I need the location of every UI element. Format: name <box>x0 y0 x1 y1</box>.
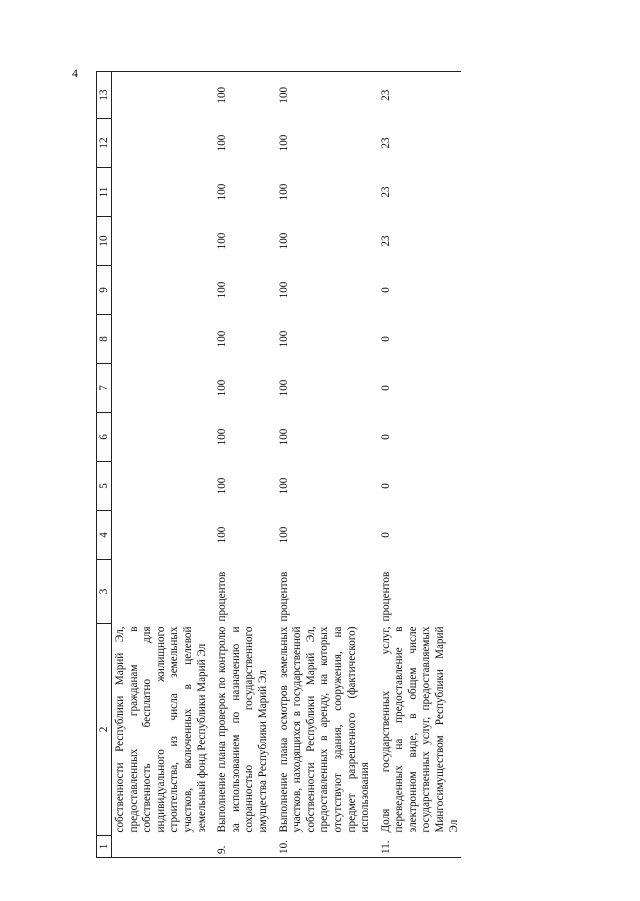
unit: процентов <box>277 571 290 622</box>
value: 100 <box>277 281 290 299</box>
indicators-table <box>96 71 461 858</box>
header-cell: 6 <box>97 413 112 462</box>
indicator-name: Доля государственных услуг, переведенных на предоставление в электронном виде, в общем числе государственных услуг, предоставляемых Мингосимуществом Республики Марий Эл <box>379 626 460 833</box>
value <box>112 266 210 315</box>
value: 0 <box>379 532 392 538</box>
value <box>112 72 210 119</box>
value: 100 <box>216 232 229 250</box>
value: 100 <box>277 428 290 446</box>
value: 0 <box>379 385 392 391</box>
value <box>112 364 210 413</box>
value <box>112 119 210 168</box>
header-cell: 4 <box>97 511 112 560</box>
value: 100 <box>216 379 229 397</box>
header-cell: 12 <box>97 119 112 168</box>
unit: процентов <box>216 571 229 622</box>
header-cell: 13 <box>97 72 112 119</box>
table-row <box>112 72 210 858</box>
value: 100 <box>216 281 229 299</box>
value <box>112 511 210 560</box>
indicator-name: Выполнение плана осмотров земельных участков, находящихся в государственной собственности Республики Марий Эл, предоставленных в аренду, на которых отсутствуют здания, сооружения, на предмет разрешенного (фактического) использования <box>277 626 372 833</box>
value: 100 <box>216 526 229 544</box>
header-cell: 9 <box>97 266 112 315</box>
indicator-name: Выполнение плана проверок по контролю за использованием по назначению и сохранностью государственного имущества Республики Марий Эл <box>216 626 269 833</box>
value: 100 <box>277 183 290 201</box>
value: 0 <box>379 483 392 489</box>
value: 100 <box>216 477 229 495</box>
table-row <box>209 72 270 858</box>
value: 0 <box>379 434 392 440</box>
value: 100 <box>277 526 290 544</box>
row-number <box>112 836 210 858</box>
value: 100 <box>277 477 290 495</box>
value: 0 <box>379 287 392 293</box>
header-row <box>97 72 112 858</box>
value <box>112 217 210 266</box>
row-number: 9. <box>209 836 270 858</box>
value: 100 <box>216 134 229 152</box>
value: 100 <box>277 379 290 397</box>
row-number: 10. <box>271 836 373 858</box>
value: 0 <box>379 336 392 342</box>
value: 100 <box>277 232 290 250</box>
unit: процентов <box>379 571 392 622</box>
header-cell: 3 <box>97 560 112 624</box>
header-cell: 10 <box>97 217 112 266</box>
page-number: 4 <box>72 66 78 80</box>
value: 23 <box>379 186 392 198</box>
value: 100 <box>277 134 290 152</box>
table-row <box>271 72 373 858</box>
value <box>112 315 210 364</box>
header-cell: 5 <box>97 462 112 511</box>
value: 100 <box>216 428 229 446</box>
value: 100 <box>277 330 290 348</box>
value: 100 <box>216 330 229 348</box>
value: 100 <box>209 72 270 119</box>
value <box>112 168 210 217</box>
row-number: 11. <box>373 836 462 858</box>
table-row <box>373 72 462 858</box>
indicator-name: собственности Республики Марий Эл, предоставленных гражданам в собственность бесплатно для индивидуального жилищного строительства, из числа земельных участков, включенных в целевой земельный фонд Республики Марий Эл <box>114 626 208 833</box>
value <box>112 413 210 462</box>
rotated-table-container <box>96 68 566 858</box>
value <box>112 462 210 511</box>
value: 23 <box>373 72 462 119</box>
value: 23 <box>379 235 392 247</box>
header-cell: 7 <box>97 364 112 413</box>
value: 100 <box>216 183 229 201</box>
header-cell: 11 <box>97 168 112 217</box>
value: 100 <box>271 72 373 119</box>
header-cell: 8 <box>97 315 112 364</box>
header-cell: 2 <box>97 624 112 836</box>
unit <box>112 560 210 624</box>
value: 23 <box>379 137 392 149</box>
header-cell: 1 <box>97 836 112 858</box>
